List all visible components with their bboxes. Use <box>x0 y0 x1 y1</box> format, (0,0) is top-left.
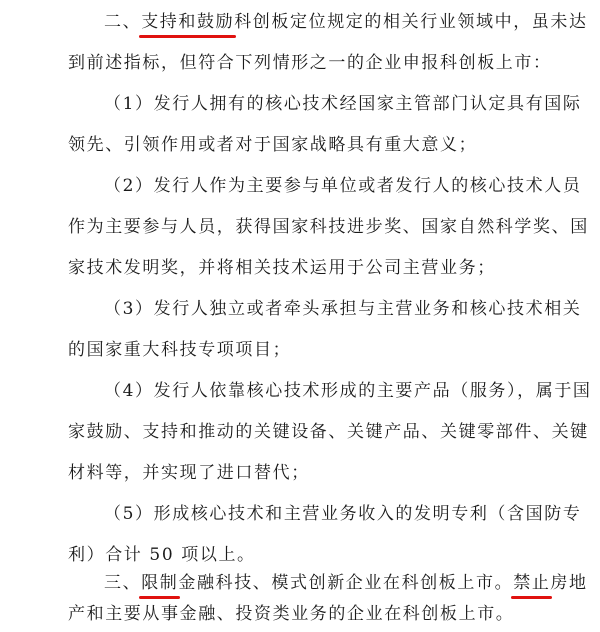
line-text: 家鼓励、支持和推动的关键设备、关键产品、关键零部件、关键 <box>68 422 589 442</box>
line-text: 领先、引领作用或者对于国家战略具有重大意义； <box>68 135 478 155</box>
text-line <box>68 596 600 632</box>
text-line <box>104 373 600 409</box>
line-text: 家技术发明奖，并将相关技术运用于公司主营业务； <box>68 258 496 278</box>
line-text: 三、 <box>104 573 142 593</box>
text-line <box>68 455 600 491</box>
line-text: （1）发行人拥有的核心技术经国家主管部门认定具有国际 <box>104 94 582 114</box>
text-line <box>68 45 600 81</box>
text-line <box>104 86 600 122</box>
line-text: 到前述指标，但符合下列情形之一的企业申报科创板上市： <box>68 53 552 73</box>
highlighted-phrase: 禁止 <box>513 565 550 601</box>
line-text: （4）发行人依靠核心技术形成的主要产品（服务），属于国 <box>104 381 592 401</box>
line-text: 作为主要参与人员，获得国家科技进步奖、国家自然科学奖、国 <box>68 217 589 237</box>
text-line <box>104 4 600 40</box>
line-text: 二、 <box>104 12 142 32</box>
line-text: 房地 <box>550 573 588 593</box>
text-line <box>68 250 600 286</box>
line-text: 科创板定位规定的相关行业领域中，虽未达 <box>234 12 588 32</box>
line-text: （3）发行人独立或者牵头承担与主营业务和核心技术相关 <box>104 299 582 319</box>
line-text: 的国家重大科技专项项目； <box>68 340 292 360</box>
line-text: （2）发行人作为主要参与单位或者发行人的核心技术人员 <box>104 176 582 196</box>
highlighted-phrase: 支持和鼓励 <box>141 4 234 40</box>
text-line <box>104 168 600 204</box>
text-line <box>68 127 600 163</box>
line-text: 金融科技、模式创新企业在科创板上市。 <box>178 573 514 593</box>
text-line <box>104 496 600 532</box>
highlighted-phrase: 限制 <box>141 565 178 601</box>
line-text: 利）合计 50 项以上。 <box>68 545 256 565</box>
text-line <box>104 291 600 327</box>
line-text: 材料等，并实现了进口替代； <box>68 463 310 483</box>
text-line <box>68 414 600 450</box>
line-text: （5）形成核心技术和主营业务收入的发明专利（含国防专 <box>104 504 582 524</box>
line-text: 产和主要从事金融、投资类业务的企业在科创板上市。 <box>68 604 515 624</box>
text-line <box>68 332 600 368</box>
text-line <box>68 209 600 245</box>
